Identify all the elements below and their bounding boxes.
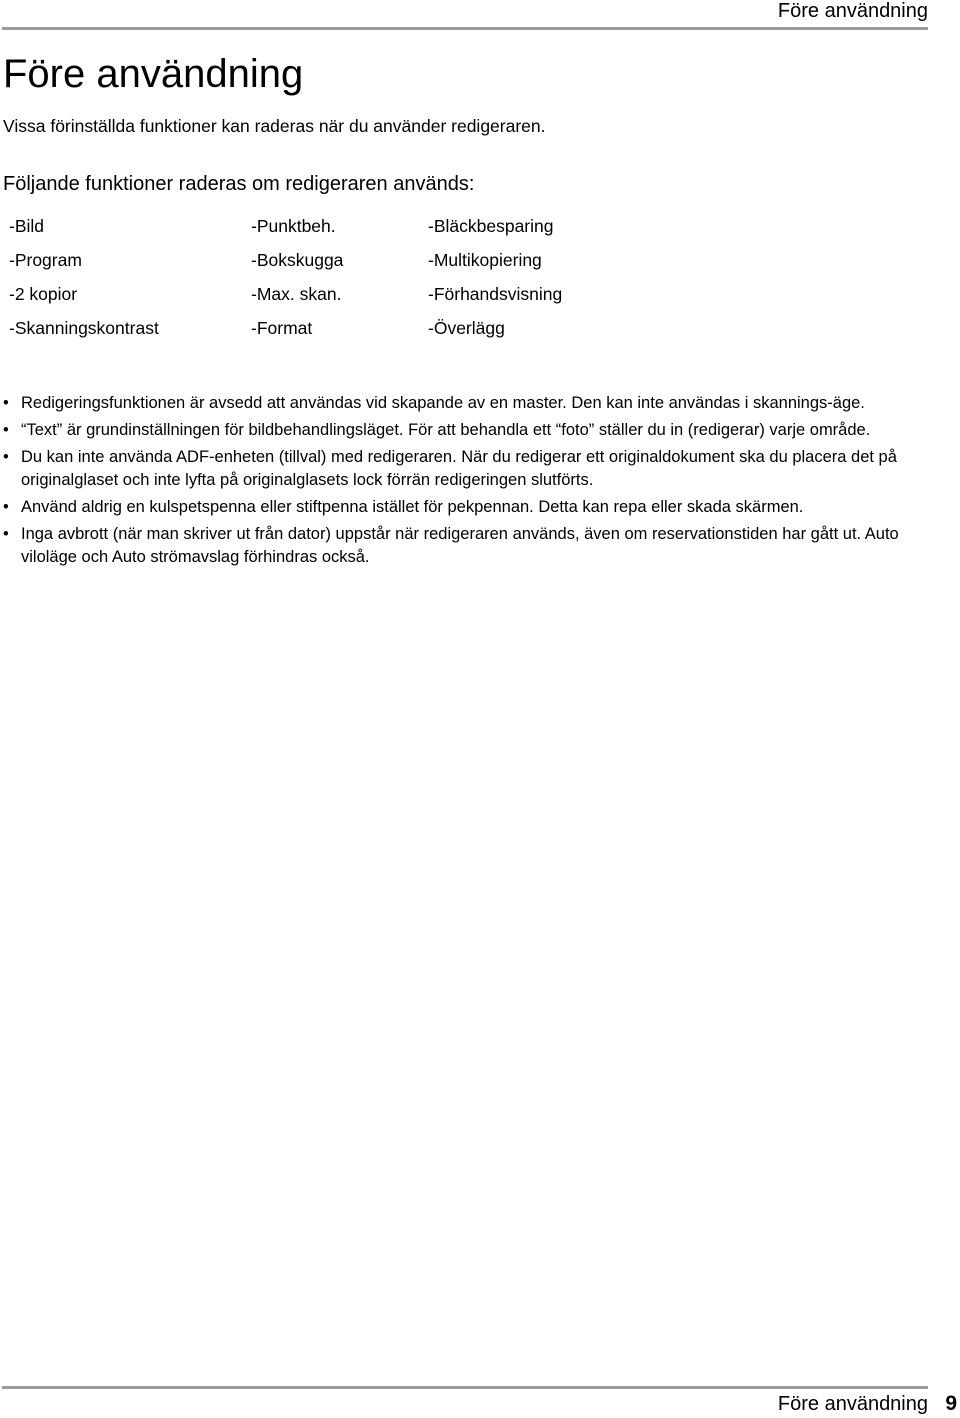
page-title: Före användning — [3, 52, 304, 96]
intro-text: Vissa förinställda funktioner kan raderas när du använder redigeraren. — [3, 116, 546, 136]
running-header: Före användning — [777, 0, 928, 22]
bullet-icon: • — [3, 498, 9, 516]
running-footer: Före användning — [777, 1393, 928, 1415]
function-item: -Skanningskontrast — [9, 318, 159, 338]
function-item: -Bläckbesparing — [428, 216, 554, 236]
section-subheading: Följande funktioner raderas om redigeraren används: — [3, 173, 475, 195]
function-row — [9, 247, 709, 281]
header-rule — [2, 27, 928, 30]
deleted-functions-list — [9, 213, 709, 349]
function-item: -Bokskugga — [251, 250, 344, 270]
function-item: -Format — [251, 318, 313, 338]
function-item: -Förhandsvisning — [428, 284, 563, 304]
note-item — [0, 419, 928, 442]
function-item: -Överlägg — [428, 318, 505, 338]
function-row — [9, 315, 709, 349]
function-item: -Multikopiering — [428, 250, 542, 270]
footer-rule — [2, 1386, 928, 1389]
bullet-icon: • — [3, 448, 9, 466]
bullet-icon: • — [3, 421, 9, 439]
function-row — [9, 213, 709, 247]
note-text: Inga avbrott (när man skriver ut från dator) uppstår när redigeraren används, även om reservationstiden har gått ut. Auto viloläge och Auto strömavslag förhindras också. — [21, 525, 899, 566]
function-row — [9, 281, 709, 315]
bullet-icon: • — [3, 525, 9, 543]
function-item: -Program — [9, 250, 82, 270]
page-number: 9 — [945, 1392, 957, 1415]
function-item: -Max. skan. — [251, 284, 342, 304]
function-item: -2 kopior — [9, 284, 78, 304]
function-item: -Bild — [9, 216, 45, 236]
note-item — [0, 446, 928, 492]
function-item: -Punktbeh. — [251, 216, 336, 236]
note-text: “Text” är grundinställningen för bildbehandlingsläget. För att behandla ett “foto” ställer du in (redigerar) varje område. — [21, 421, 871, 439]
note-item — [0, 392, 928, 415]
note-text: Du kan inte använda ADF-enheten (tillval) med redigeraren. När du redigerar ett originaldokument ska du placera det på originalglaset och inte lyfta på originalglasets lock förrän redigeringen slutförts. — [21, 448, 897, 489]
note-item — [0, 496, 928, 519]
note-text: Använd aldrig en kulspetspenna eller stiftpenna istället för pekpennan. Detta kan repa eller skada skärmen. — [21, 498, 804, 516]
notes-list — [0, 392, 928, 573]
bullet-icon: • — [3, 394, 9, 412]
note-text: Redigeringsfunktionen är avsedd att användas vid skapande av en master. Den kan inte användas i skannings-äge. — [21, 394, 865, 412]
note-item — [0, 523, 928, 569]
